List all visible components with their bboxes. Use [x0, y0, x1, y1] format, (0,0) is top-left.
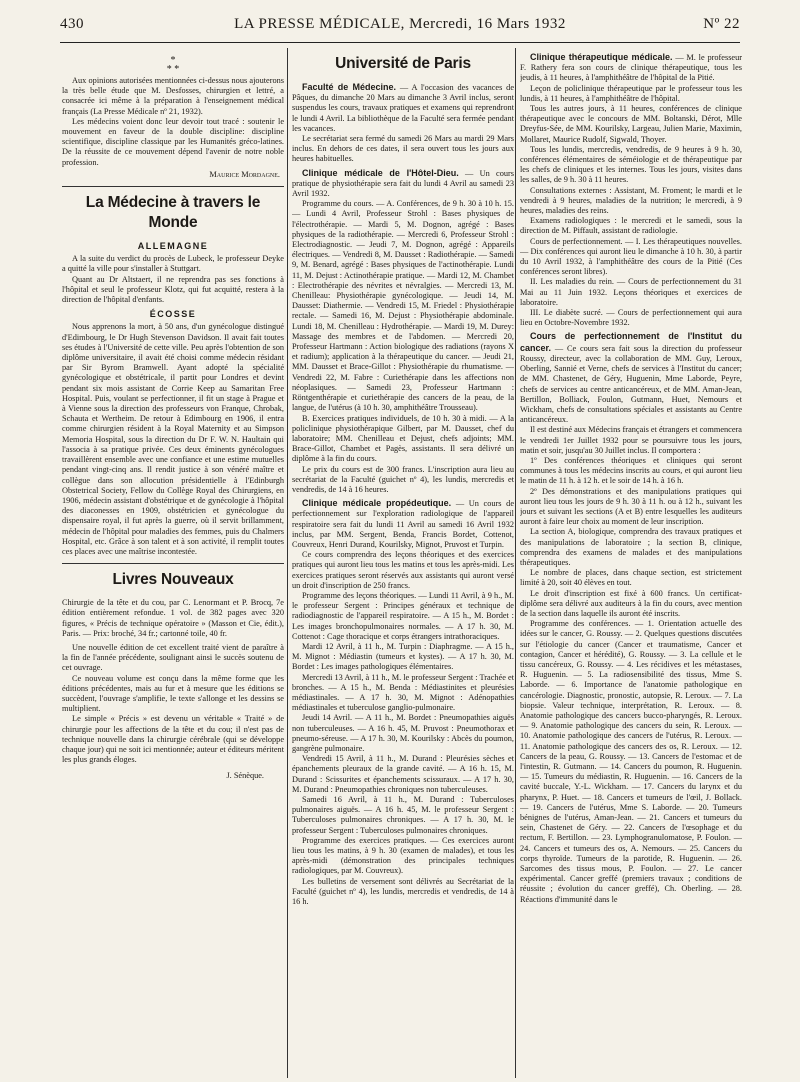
therapeutique-paragraph: Tous les lundis, mercredis, vendredis, de 9 heures à 9 h. 30, conférences élémentaires de séméiologie et de thérapeutique par les chefs de cliniques et les internes. Tous les jours, visites dans les salles, de 9 h. 30 à 11 heures. [520, 144, 742, 185]
intro-paragraph: Aux opinions autorisées mentionnées ci-dessus nous ajouterons la très belle étude que M. Desfosses, chirurgien et lettré, a consacrée ici même à la préparation à l'enseignement médical français (La Presse Médicale nº 21, 1932). [62, 76, 284, 116]
cancer-paragraph: La section A, biologique, comprendra des travaux pratiques et des manipulations de laboratoire ; la section B, clinique, comprendra des examens de malades et des manipulations thérapeutiques. [520, 527, 742, 567]
clinique-propedeutique-text-2: Ce cours comprendra des leçons théoriques et des exercices pratiques qui auront lieu tous les matins et tous les après-midi. Les exercices pratiques seront réservés aux assistants qui auront versé un droit d'inscription de 250 francs. [292, 550, 514, 590]
program-day: Samedi 16 Avril, à 11 h., M. Durand : Tuberculoses pulmonaires aiguës. — A 16 h. 45, M. le professeur Sergent : Tuberculoses pulmonaires chroniques. — A 17 h. 30, M. le professeur Sergent : Tuberculoses pulmonaires chroniques. [292, 795, 514, 835]
column-3 [520, 52, 742, 1074]
cancer-paragraph: Le droit d'inscription est fixé à 600 francs. Un certificat-diplôme sera délivré aux auditeurs à la fin du cours, avec mention de la section dans laquelle ils auront été inscrits. [520, 588, 742, 618]
clinique-hotel-dieu-price: Le prix du cours est de 300 francs. L'inscription aura lieu au secrétariat de la Faculté (guichet nº 4), les lundis, mercredis et vendredis, de 14 à 16 heures. [292, 464, 514, 494]
program-day: Mercredi 13 Avril, à 11 h., M. le professeur Sergent : Trachée et bronches. — A 15 h., M. Benda : Médiastinites et pleurésies médiastinales. — A 17 h. 30, M. Mignot : Adénopathies médiastinales et tuberculose ganglio-pulmonaire. [292, 672, 514, 713]
books-section-title: Livres Nouveaux [112, 571, 234, 589]
intro-signature: Maurice Mordagne. [209, 169, 280, 179]
payment-info: Les bulletins de versement sont délivrés au Secrétariat de la Faculté (guichet nº 4), les lundis, mercredis et vendredis, de 14 à 16 h. [292, 876, 514, 907]
therapeutique-heading: Clinique thérapeutique médicale. [530, 52, 673, 62]
stars-ornament: * * * [166, 55, 180, 75]
therapeutique-paragraph: Consultations externes : Assistant, M. Froment; le mardi et le vendredi à 9 heures, maladies de la nutrition; le mercredi, à 9 heures, maladies des reins. [520, 185, 742, 216]
column-1 [62, 52, 284, 1074]
germany-paragraph: A la suite du verdict du procès de Lubeck, le professeur Deyke a quitté la ville pour s'installer à Stuttgart. [62, 254, 284, 274]
column-separator [287, 48, 288, 1078]
clinique-hotel-dieu-heading: Clinique médicale de l'Hôtel-Dieu. [302, 167, 459, 178]
cancer-paragraph: 1º Des conférences théoriques et cliniques qui seront communes à tous les médecins inscrits au cours, et qui auront lieu le matin de 11 h. à 12 h. et le soir de 14 h. à 16 h. [520, 455, 742, 486]
world-section-title: La Médecine à travers le Monde [85, 194, 261, 232]
book-heading: Chirurgie de la tête et du cou, par C. Lenormant et P. Brocq, 7e édition entièrement refondue. 1 vol. de 382 pages avec 320 figures, « Précis de technique opératoire » (Masson et Cie, édit.), Paris. — Prix: broché, 34 fr.; cartonné toile, 40 fr. [62, 598, 284, 638]
therapeutique-paragraph: III. Le diabète sucré. — Cours de perfectionnement qui aura lieu en Octobre-Novembre 1932. [520, 308, 742, 328]
therapeutique-paragraph: Tous les autres jours, à 11 heures, conférences de clinique thérapeutique avec le concours de MM. Boltanski, Dérot, Mlle Dreyfus-Sée, de MM. Kourilsky, Largeau, Julien Marie, Maximin, Mollaret, Maurice Rudolf, Sigwald, Thoyer. [520, 104, 742, 144]
cancer-institute-text: — Ce cours sera fait sous la direction du professeur Roussy, directeur, avec la collaboration de MM. Guy, Leroux, Oberling, Sannié et Verne, chefs de services à l'Institut du cancer; de MM. Chastenet, de Géry, Huguenin, Mme Laborde, Peyre, chefs de services au centre anticancéreux, et de MM. Aman-Jean, Bertillon, Bolliack, Foulon, Gutmann, Huet, Nemours et Wickham, chefs de consultations spéciales et assistants au Centre anticancéreux. [520, 343, 742, 425]
scotland-paragraph: Nous apprenons la mort, à 50 ans, d'un gynécologue distingué d'Edimbourg, le Dr Hugh Stevenson Davidson. Il avait fait toutes ses études à l'Université de cette ville. Peu après l'obtention de son diplôme universitaire, il avait été choisi comme médecin résidant par Sir Byrom Bramwell. Ayant adopté la spécialité gynécologique et obstétricale, il partit pour Londres et devint pendant six mois assistant de Corrie Keep au Samaritan Free Hospital. Puis, voulant se perfectionner, il fit un stage à Prague et à Vienne sous la direction des professeurs von Franque, Chrobak, Schauta et Wertheim. De retour à Edimbourg en 1906, il entra comme chirurgien résident à la Royal Maternity et au Simpson Memoria Hospital, sous la direction du Dr F. W. N. Haultain qui l'associa à sa pratique privée. Ces deux éminents gynécologues travaillèrent ensemble avec une confiance et une estime mutuelles pendant vingt-cinq ans. Il rendit justice à son vénéré maître et collègue dans son allocution présidentielle à l'Edinburgh Obstetrical Society, Fellow du Collège Royal des Chirurgiens, en 1906, médecin assistant d'obstétrique et de gynécologie à l'hôpital des diaconesses en 1909, obstétricien et gynécologue du dispensaire royal, il fut après la guerre, où il servit brillamment, médecin de l'hôpital pour maladies des femmes, puis du Chalmers Hospital, etc. Grâce à son talent et à son activité, il remplit toutes ces places avec une maîtrise incontestée. [62, 322, 284, 556]
book-signature: J. Sénèque. [226, 771, 264, 781]
cancer-paragraph: Il est destiné aux Médecins français et étrangers et commencera le vendredi 1er Juillet 1932 pour se poursuivre tous les jours, matin et soir, jusqu'au 30 Juillet inclus. Il comportera : [520, 425, 742, 455]
cancer-paragraph: Le nombre de places, dans chaque section, est strictement limité à 20, soit 40 élèves en tout. [520, 568, 742, 588]
clinique-propedeutique-heading: Clinique médicale propédeutique. [302, 498, 452, 509]
divider [62, 563, 284, 564]
clinique-hotel-dieu-program: Programme du cours. — A. Conférences, de 9 h. 30 à 10 h. 15. — Lundi 4 Avril, Professeur Strohl : Bases physiques de l'électrothérapie. — Mardi 5, M. Dognon, agrégé : Bases physiques de la radiothérapie. — Mercredi 6, Professeur Strohl : Electrodiagnostic. — Jeudi 7, M. Dognon, agrégé : Appareils électriques. — Vendredi 8, M. Dausset : Radiothérapie. — Samedi 9, M. Benard, agrégé : Bases physiques de l'actinothérapie. Lundi 11, M. Dejust : Actinothérapie pratique. — Mardi 12, M. Chambet : Electrothérapie des névrites et névralgies. — Mercredi 13, M. Chenilleau: Physiothérapie gynécologique. — Jeudi 14, M. Dausset: Diathermie. — Vendredi 15, M. Friedel : Physiothérapie rectale. — Samedi 16, M. Dejust : Physiothérapie abdominale. Lundi 18, M. Chenilleau : Hydrothérapie. — Mardi 19, M. Durey: Massage des membres et de l'abdomen. — Mercredi 20, Professeur Hartmann : Action biologique des radiations (rayons X et radium); application à la thérapeutique du cancer. — Jeudi 21, MM. Dausset et Brace-Gillot : Physiothérapie du rhumatisme. — Vendredi 22, M. Fabre : Curiethérapie dans les affections non néoplasiques. — Samedi 23, Professeur Hartmann : Röntgenthérapie et curiethérapie des cancers de la peau, de la langue, de l'utérus (à 10 h. 30, amphithéâtre Trousseau). [292, 199, 514, 413]
column-separator [515, 48, 516, 1078]
country-heading-germany: ALLEMAGNE [137, 241, 209, 252]
cancer-program: Programme des conférences. — 1. Orientation actuelle des idées sur le cancer, G. Roussy. — 2. Quelques questions discutées sur l'étiologie du cancer (Cancer et traumatisme, Cancer et contagion, Cancer et hérédité), G. Roussy. — 3. La cellule et le tissu cancéreux, G. Roussy. — 4. Les récidives et les métastases, R. Huguenin. — 5. La radiosensibilité des tissus, Mme S. Laborde. — 6. Importance de l'anatomie pathologique en cancérologie. Diagnostic, pronostic, autopsie, R. Leroux. — 7. La biopsie. Valeur technique, interprétation, R. Leroux. — 8. Anatomie pathologique des cancers bucco-pharyngés, R. Leroux. — 9. Anatomie pathologique des cancers du sein, R. Leroux. — 10. Anatomie pathologique des cancers de l'utérus, R. Leroux. — 11. Anatomie pathologique des cancers des os, R. Leroux. — 12. Cancers de la peau, G. Roussy. — 13. Cancers de l'estomac et de l'intestin, R. Gutmann. — 14. Cancers du poumon, R. Huguenin. — 15. Tumeurs du médiastin, R. Huguenin. — 16. Cancers de la cavité buccale, Y.-L. Wickham. — 17. Cancers du larynx et du pharynx, P. Huet. — 18. Cancers et tumeurs de l'œil, J. Bollack. — 19. Cancers de l'utérus, Mme S. Laborde. — 20. Tumeurs bénignes de l'utérus, Aman-Jean. — 21. Cancers et tumeurs du sein, Chastenet de Géry. — 22. Cancers de l'œsophage et du rectum, F. Bertillon. — 23. Lymphogranulomatose, P. Foulon. — 24. Cancers et tumeurs des os, A. Nemours. — 25. Cancers du corps thyroïde. Tumeurs de la parotide, R. Huguenin. — 26. Sarcomes des tissus mous, P. Foulon. — 27. Le cancer expérimental. Cancer greffé (premiers travaux ; conditions de réussite ; évolution du cancer greffé), Ch. Oberling. — 28. Réactions d'immunité dans le [520, 619, 742, 904]
clinique-propedeutique-program: Programme des leçons théoriques. — Lundi 11 Avril, à 9 h., M. le professeur Sergent : Principes généraux et technique de radiodiagnostic de l'appareil respiratoire. — A 15 h., M. Bordet : Les images bronchopulmonaires normales. — A 17 h. 30, M. Cottenot : Cage thoracique et corps étrangers intrathoraciques. [292, 590, 514, 641]
program-day: Jeudi 14 Avril. — A 11 h., M. Bordet : Pneumopathies aiguës non tuberculeuses. — A 16 h. 45, M. Pruvost : Pneumothorax et pneumo-séreuse. — A 17 h. 30, M. Kourilsky : Abcès du poumon, gangrène pulmonaire. [292, 713, 514, 753]
faculte-heading: Faculté de Médecine. [302, 82, 397, 92]
clinique-hotel-dieu-program-b: B. Exercices pratiques individuels, de 10 h. 30 à midi. — A la policlinique physiothérapique Gilbert, par M. Dausset, chef du laboratoire; MM. Chenilleau et Dejust, chefs adjoints; MM. Brace-Gillot, Chambet et Pagès, assistants. Il sera délivré un diplôme à la fin du cours. [292, 413, 514, 464]
book-paragraph: Ce nouveau volume est conçu dans la même forme que les éditions précédentes, mais au fur et à mesure que les éditions se succèdent, l'ouvrage s'amplifie, le texte s'allonge et les dessins se multiplient. [62, 673, 284, 714]
exercises-program: Programme des exercices pratiques. — Ces exercices auront lieu tous les matins, à 9 h. 30 (examen de malades), et tous les après-midi (démonstration des principales techniques radiologiques, par M. Couvreux). [292, 835, 514, 876]
faculte-text-2: Le secrétariat sera fermé du samedi 26 Mars au mardi 29 Mars inclus. En dehors de ces dates, il sera ouvert tous les jours aux heures habituelles. [292, 134, 514, 164]
therapeutique-paragraph: Examens radiologiques : le mercredi et le samedi, sous la direction de M. Piffault, assistant de radiologie. [520, 216, 742, 236]
clinique-hotel-dieu-text: — Un cours pratique de physiothérapie sera fait du lundi 4 Avril au samedi 23 Avril 1932. [292, 168, 514, 199]
therapeutique-paragraph: Leçon de policlinique thérapeutique par le professeur tous les lundis, à 11 heures, à l'amphithéâtre de l'hôpital. [520, 83, 742, 103]
therapeutique-paragraph: II. Les maladies du rein. — Cours de perfectionnement du 31 Mai au 11 Juin 1932. Leçons théoriques et exercices de laboratoire. [520, 277, 742, 307]
column-2 [292, 52, 514, 1074]
program-day: Vendredi 15 Avril, à 11 h., M. Durand : Pleurésies sèches et épanchements pleuraux de la grande cavité. — A 16 h. 15, M. Durand : Scissurites et épanchements scissuraux. — A 17 h. 30, M. Durand : Pneumopathies chroniques non tuberculeuses. [292, 754, 514, 794]
intro-paragraph: Les médecins voient donc leur devoir tout tracé : soutenir le mouvement en faveur de la double discipline: discipline scientifique, discipline classique par les Humanités gréco-latines. De la réussite de ce mouvement dépend l'avenir de notre noble profession. [62, 116, 284, 167]
cancer-institute-heading: Cours de perfectionnement de l'Institut du cancer. [520, 331, 742, 353]
program-day: Mardi 12 Avril, à 11 h., M. Turpin : Diaphragme. — A 15 h., M. Mignot : Médiastin (tumeurs et kystes). — A 17 h. 30, M. Bordet : Les images pathologiques élémentaires. [292, 641, 514, 672]
therapeutique-paragraph: Cours de perfectionnement. — I. Les thérapeutiques nouvelles. — Dix conférences qui auront lieu le dimanche à 10 h. 30, à partir du 10 Avril 1932, à l'amphithéâtre des cours de la Pitié (Ces conférences seront libres). [520, 236, 742, 277]
book-paragraph: Le simple « Précis » est devenu un véritable « Traité » de chirurgie pour les affections de la tête et du cou; il n'est pas de technique nouvelle dans la chirurgie cérébrale (qui se développe chaque jour) qui ne soit ici mentionnée; auteur et éditeurs méritent les plus grands éloges. [62, 714, 284, 765]
university-title: Université de Paris [335, 55, 471, 72]
country-heading-scotland: ÉCOSSE [149, 309, 197, 320]
issue-number: Nº 22 [703, 16, 740, 32]
divider [62, 186, 284, 187]
page-number: 430 [60, 16, 84, 32]
book-paragraph: Une nouvelle édition de cet excellent traité vient de paraître à la fin de l'année précédente, soulignant ainsi le succès soutenu de cet ouvrage. [62, 642, 284, 673]
germany-paragraph: Quant au Dr Altstaert, il ne reprendra pas ses fonctions à l'hôpital et seul le professeur Klotz, qui fut acquitté, restera à la direction de l'hôpital d'enfants. [62, 274, 284, 305]
page-header [60, 16, 740, 38]
header-rule [60, 42, 740, 43]
faculte-text: — A l'occasion des vacances de Pâques, du dimanche 20 Mars au dimanche 3 Avril inclus, seront suspendus les cours, travaux pratiques et examens qui reprendront le lundi 4 Avril. La bibliothèque de la Faculté sera fermée pendant les vacances. [292, 83, 514, 133]
therapeutique-text: — M. le professeur F. Rathery fera son cours de clinique thérapeutique, tous les jeudis, à 11 heures, à l'amphithéâtre de l'hôpital de la Pitié. [520, 53, 742, 83]
clinique-propedeutique-text: — Un cours de perfectionnement sur l'exploration radiologique de l'appareil respiratoire sera fait du lundi 11 Avril au samedi 16 Avril 1932 inclus, par MM. Sergent, Benda, Francis Bordet, Cottenot, Couvreux, Henri Durand, Kourilsky, Mignot, Pruvost et Turpin. [292, 499, 514, 549]
journal-title: LA PRESSE MÉDICALE, Mercredi, 16 Mars 1932 [234, 16, 566, 32]
cancer-paragraph: 2º Des démonstrations et des manipulations pratiques qui auront lieu tous les jours de 9 h. 30 à 11 h. ou à 12 h., suivant les jours et suivant les sections (A et B) entre lesquelles les auditeurs auront à faire leur choix au moment de leur inscription. [520, 486, 742, 527]
